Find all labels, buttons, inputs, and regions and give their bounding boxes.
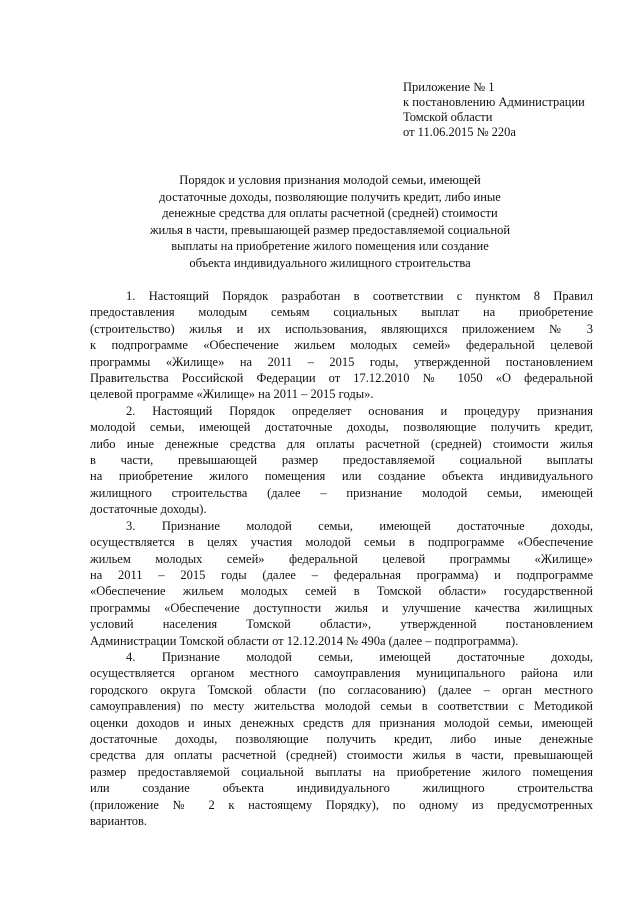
paragraph-line: либо иные денежные средства для оплаты расчетной (средней) стоимости жилья — [90, 436, 593, 451]
paragraph-line: условий населения Томской области», утвержденной постановлением — [90, 617, 593, 632]
title-line: Порядок и условия признания молодой семьи, имеющей — [179, 173, 481, 187]
paragraph-line: целевой программе «Жилище» на 2011 – 2015 годы». — [90, 387, 374, 402]
title-line: достаточные доходы, позволяющие получить кредит, либо иные — [159, 189, 501, 204]
document-title — [90, 172, 570, 271]
paragraph-line: Правительства Российской Федерации от 17.12.2010 № 1050 «О федеральной — [90, 371, 593, 386]
paragraph-line: 3. Признание молодой семьи, имеющей достаточные доходы, — [126, 518, 593, 533]
paragraph-line: (строительство) жилья и их использования, являющихся приложением № 3 — [90, 321, 593, 336]
paragraph-line: самоуправления) по месту жительства молодой семьи в соответствии с Методикой — [90, 699, 593, 714]
title-line: жилья в части, превышающей размер предоставляемой социальной — [149, 222, 511, 237]
paragraph-line: 4. Признание молодой семьи, имеющей достаточные доходы, — [126, 649, 593, 664]
paragraph-line: молодой семьи, имеющей достаточные доходы, позволяющие получить кредит, — [90, 420, 593, 435]
paragraph-line: в части, превышающей размер предоставляемой социальной выплаты — [90, 453, 593, 468]
title-line: объекта индивидуального жилищного строительства — [189, 255, 471, 270]
title-line: денежные средства для оплаты расчетной (средней) стоимости — [162, 206, 498, 220]
paragraph-1 — [90, 288, 593, 403]
paragraph-line: городского округа Томской области (по согласованию) (далее – орган местного — [90, 682, 593, 697]
paragraph-line: на приобретение жилого помещения или создание объекта индивидуального — [90, 469, 593, 484]
paragraph-2 — [90, 403, 593, 518]
paragraph-line: 1. Настоящий Порядок разработан в соответствии с пунктом 8 Правил — [126, 289, 593, 303]
paragraph-line: размер предоставляемой социальной выплаты на приобретение жилого помещения — [90, 764, 593, 779]
paragraph-line: Администрации Томской области от 12.12.2014 № 490а (далее – подпрограмма). — [90, 633, 519, 648]
paragraph-line: осуществляется в целях участия молодой семьи в подпрограмме «Обеспечение — [90, 535, 593, 550]
paragraph-4 — [90, 649, 593, 829]
paragraph-line: на 2011 – 2015 годы (далее – федеральная программа) и подпрограмме — [90, 567, 593, 582]
paragraph-line: жильем молодых семей» федеральной целевой программы «Жилище» — [90, 551, 593, 566]
paragraph-line: жилищного строительства (далее – признание молодой семьи, имеющей — [90, 485, 593, 500]
document-body — [90, 288, 593, 829]
appendix-header-line: от 11.06.2015 № 220а — [403, 125, 516, 139]
paragraph-3 — [90, 518, 593, 649]
paragraph-line: осуществляется органом местного самоуправления муниципального района или — [90, 666, 593, 681]
paragraph-line: достаточные доходы). — [90, 502, 207, 517]
appendix-header-line: к постановлению Администрации — [403, 95, 585, 109]
title-line: выплаты на приобретение жилого помещения или создание — [171, 239, 489, 253]
paragraph-line: к подпрограмме «Обеспечение жильем молодых семей» федеральной целевой — [90, 338, 593, 353]
paragraph-line: программы «Обеспечение доступности жилья и улучшение качества жилищных — [90, 600, 593, 615]
paragraph-line: программы «Жилище» на 2011 – 2015 годы, утвержденной постановлением — [90, 354, 593, 369]
paragraph-line: или создание объекта индивидуального жилищного строительства — [90, 781, 593, 796]
paragraph-line: 2. Настоящий Порядок определяет основания и процедуру признания — [126, 403, 593, 418]
paragraph-line: средства для оплаты расчетной (средней) стоимости жилья в части, превышающей — [90, 748, 593, 763]
paragraph-line: достаточные доходы, позволяющие получить кредит, либо иные денежные — [90, 731, 593, 746]
paragraph-line: вариантов. — [90, 814, 148, 828]
paragraph-line: «Обеспечение жильем молодых семей в Томской области» государственной — [90, 584, 593, 599]
appendix-header — [403, 80, 628, 140]
appendix-header-line: Приложение № 1 — [403, 80, 495, 94]
paragraph-line: предоставления молодым семьям социальных выплат на приобретение — [90, 305, 593, 320]
appendix-header-line: Томской области — [403, 110, 493, 124]
paragraph-line: оценки доходов и иных денежных средств для признания молодой семьи, имеющей — [90, 715, 593, 730]
paragraph-line: (приложение № 2 к настоящему Порядку), по одному из предусмотренных — [90, 797, 593, 812]
